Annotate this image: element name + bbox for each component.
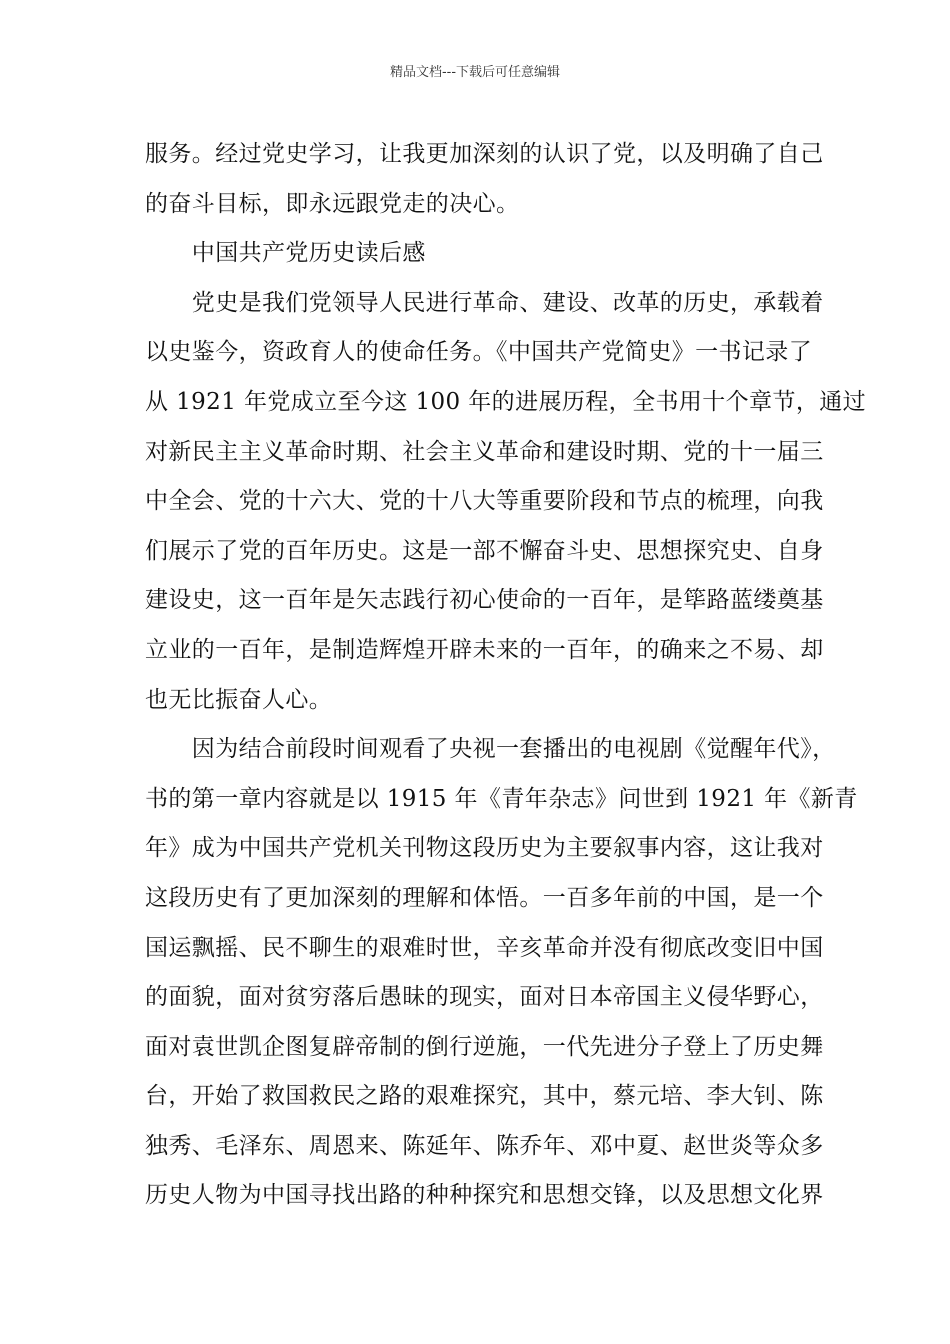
page-header: 精品文档---下载后可任意编辑 (389, 65, 561, 80)
text-line: 以史鉴今，资政育人的使命任务。《中国共产党简史》一书记录了 (145, 339, 813, 366)
text-line: 从 1921 年党成立至今这 100 年的进展历程，全书用十个章节，通过 (145, 388, 867, 415)
text-line: 因为结合前段时间观看了央视一套播出的电视剧《觉醒年代》， (145, 736, 836, 763)
text-line: 中全会、党的十六大、党的十八大等重要阶段和节点的梳理，向我 (145, 488, 824, 515)
text-line: 书的第一章内容就是以 1915 年《青年杂志》问世到 1921 年《新青 (145, 785, 858, 812)
text-line: 国运飘摇、民不聊生的艰难时世，辛亥革命并没有彻底改变旧中国 (145, 934, 824, 961)
text-line: 独秀、毛泽东、周恩来、陈延年、陈乔年、邓中夏、赵世炎等众多 (145, 1132, 824, 1159)
text-line: 党史是我们党领导人民进行革命、建设、改革的历史，承载着 (145, 289, 824, 316)
text-line: 台，开始了救国救民之路的艰难探究，其中，蔡元培、李大钊、陈 (145, 1083, 824, 1110)
text-line: 服务。经过党史学习，让我更加深刻的认识了党，以及明确了自己 (145, 141, 824, 167)
text-line: 立业的一百年，是制造辉煌开辟未来的一百年，的确来之不易、却 (145, 636, 824, 663)
text-line: 历史人物为中国寻找出路的种种探究和思想交锋，以及思想文化界 (145, 1182, 824, 1209)
text-line: 这段历史有了更加深刻的理解和体悟。一百多年前的中国，是一个 (145, 884, 824, 911)
text-line: 年》成为中国共产党机关刊物这段历史为主要叙事内容，这让我对 (145, 835, 824, 862)
text-line: 也无比振奋人心。 (145, 686, 333, 713)
text-line: 面对袁世凯企图复辟帝制的倒行逆施，一代先进分子登上了历史舞 (145, 1033, 824, 1060)
document-body (145, 130, 867, 1221)
text-line: 对新民主主义革命时期、社会主义革命和建设时期、党的十一届三 (145, 438, 824, 465)
text-line: 的面貌，面对贫穷落后愚昧的现实，面对日本帝国主义侵华野心， (145, 984, 824, 1011)
text-line: 的奋斗目标，即永远跟党走的决心。 (145, 190, 520, 217)
section-title: 中国共产党历史读后感 (145, 240, 426, 267)
text-line: 建设史，这一百年是矢志践行初心使命的一百年，是筚路蓝缕奠基 (145, 587, 824, 614)
text-line: 们展示了党的百年历史。这是一部不懈奋斗史、思想探究史、自身 (145, 537, 824, 564)
